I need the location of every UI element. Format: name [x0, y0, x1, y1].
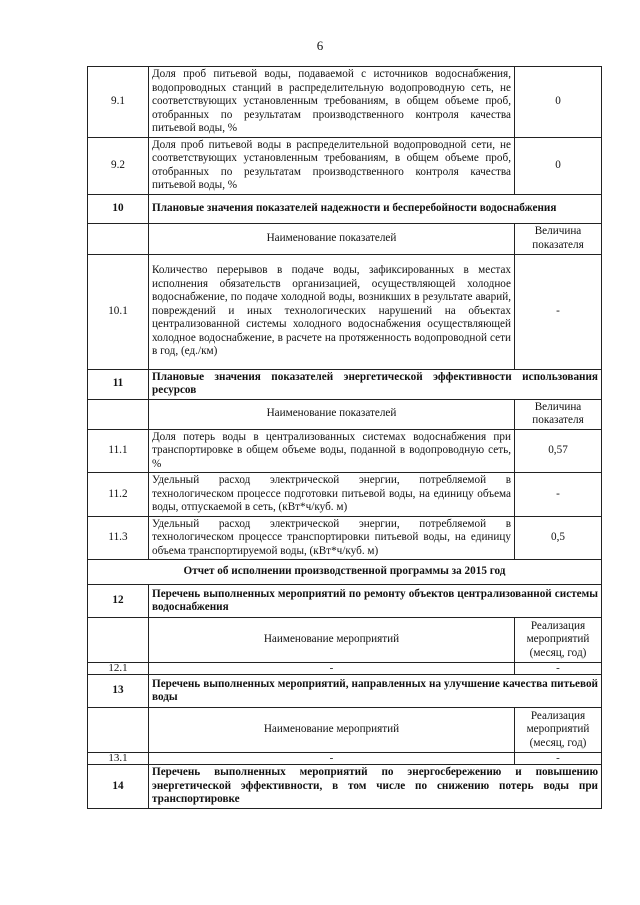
section-row: [88, 675, 602, 708]
section-row: [88, 194, 602, 223]
section-title: Плановые значения показателей энергетической эффективности использования ресурсов: [149, 369, 602, 399]
indicator-value: 0,5: [515, 516, 602, 560]
column-header-value: Реализация мероприятий (месяц, год): [515, 618, 602, 663]
section-row: [88, 369, 602, 399]
section-title: Плановые значения показателей надежности и бесперебойности водоснабжения: [149, 194, 602, 223]
page-number: 6: [316, 38, 324, 53]
table-row: [88, 254, 602, 369]
indicator-value: 0: [515, 67, 602, 138]
table-row: [88, 663, 602, 675]
header-row: [88, 399, 602, 429]
header-row: [88, 708, 602, 753]
report-title: Отчет об исполнении производственной программы за 2015 год: [88, 560, 602, 585]
indicator-name: Доля потерь воды в централизованных системах водоснабжения при транспортировке в общем объеме воды, поданной в водопроводную сеть, %: [149, 429, 515, 473]
empty-cell: [88, 223, 149, 254]
section-title: Перечень выполненных мероприятий, направленных на улучшение качества питьевой воды: [149, 675, 602, 708]
measure-name: -: [149, 663, 515, 675]
indicator-name: Доля проб питьевой воды в распределительной водопроводной сети, не соответствующих установленным требованиям, в общем объеме проб, отобранных по результатам производственного контроля качества питьевой воды, %: [149, 137, 515, 194]
table-row: [88, 67, 602, 138]
indicator-name: Удельный расход электрической энергии, потребляемой в технологическом процессе транспортировки питьевой воды, на единицу объема транспортируемой воды, (кВт*ч/куб. м): [149, 516, 515, 560]
indicator-name: Количество перерывов в подаче воды, зафиксированных в местах исполнения обязательств организацией, осуществляющей холодное водоснабжение, по подаче холодной воды, возникших в результате аварий, повреждений и иных технологических нарушений на объектах централизованной системы холодного водоснабжения осуществляющей холодное водоснабжение, в расчете на протяженность водопроводной сети в год, (ед./км): [149, 254, 515, 369]
empty-cell: [88, 399, 149, 429]
indicator-name: Удельный расход электрической энергии, потребляемой в технологическом процессе подготовки питьевой воды, на единицу объема воды, отпускаемой в сеть, (кВт*ч/куб. м): [149, 473, 515, 517]
section-number: 10: [88, 194, 149, 223]
row-number: 11.3: [88, 516, 149, 560]
column-header-name: Наименование мероприятий: [149, 708, 515, 753]
section-number: 11: [88, 369, 149, 399]
indicator-value: 0,57: [515, 429, 602, 473]
column-header-value: Реализация мероприятий (месяц, год): [515, 708, 602, 753]
row-number: 9.1: [88, 67, 149, 138]
section-title: Перечень выполненных мероприятий по энергосбережению и повышению энергетической эффективности, в том числе по снижению потерь воды при транспортировке: [149, 765, 602, 809]
indicator-value: 0: [515, 137, 602, 194]
column-header-name: Наименование мероприятий: [149, 618, 515, 663]
table-row: [88, 429, 602, 473]
row-number: 10.1: [88, 254, 149, 369]
row-number: 12.1: [88, 663, 149, 675]
section-number: 13: [88, 675, 149, 708]
table-row: [88, 753, 602, 765]
header-row: [88, 223, 602, 254]
header-row: [88, 618, 602, 663]
column-header-name: Наименование показателей: [149, 399, 515, 429]
column-header-value: Величина показателя: [515, 399, 602, 429]
empty-cell: [88, 708, 149, 753]
row-number: 11.1: [88, 429, 149, 473]
row-number: 9.2: [88, 137, 149, 194]
section-number: 14: [88, 765, 149, 809]
indicators-table: [87, 66, 602, 809]
measure-date: -: [515, 753, 602, 765]
section-number: 12: [88, 585, 149, 618]
table-row: [88, 137, 602, 194]
measure-date: -: [515, 663, 602, 675]
section-row: [88, 585, 602, 618]
table-row: [88, 473, 602, 517]
measure-name: -: [149, 753, 515, 765]
report-row: [88, 560, 602, 585]
column-header-name: Наименование показателей: [149, 223, 515, 254]
section-row: [88, 765, 602, 809]
table-row: [88, 516, 602, 560]
indicator-name: Доля проб питьевой воды, подаваемой с источников водоснабжения, водопроводных станций в распределительную водопроводную сеть, не соответствующих установленным требованиям, в общем объеме проб, отобранных по результатам производственного контроля качества питьевой воды, %: [149, 67, 515, 138]
row-number: 13.1: [88, 753, 149, 765]
empty-cell: [88, 618, 149, 663]
indicator-value: -: [515, 254, 602, 369]
column-header-value: Величина показателя: [515, 223, 602, 254]
indicator-value: -: [515, 473, 602, 517]
row-number: 11.2: [88, 473, 149, 517]
section-title: Перечень выполненных мероприятий по ремонту объектов централизованной системы водоснабжения: [149, 585, 602, 618]
